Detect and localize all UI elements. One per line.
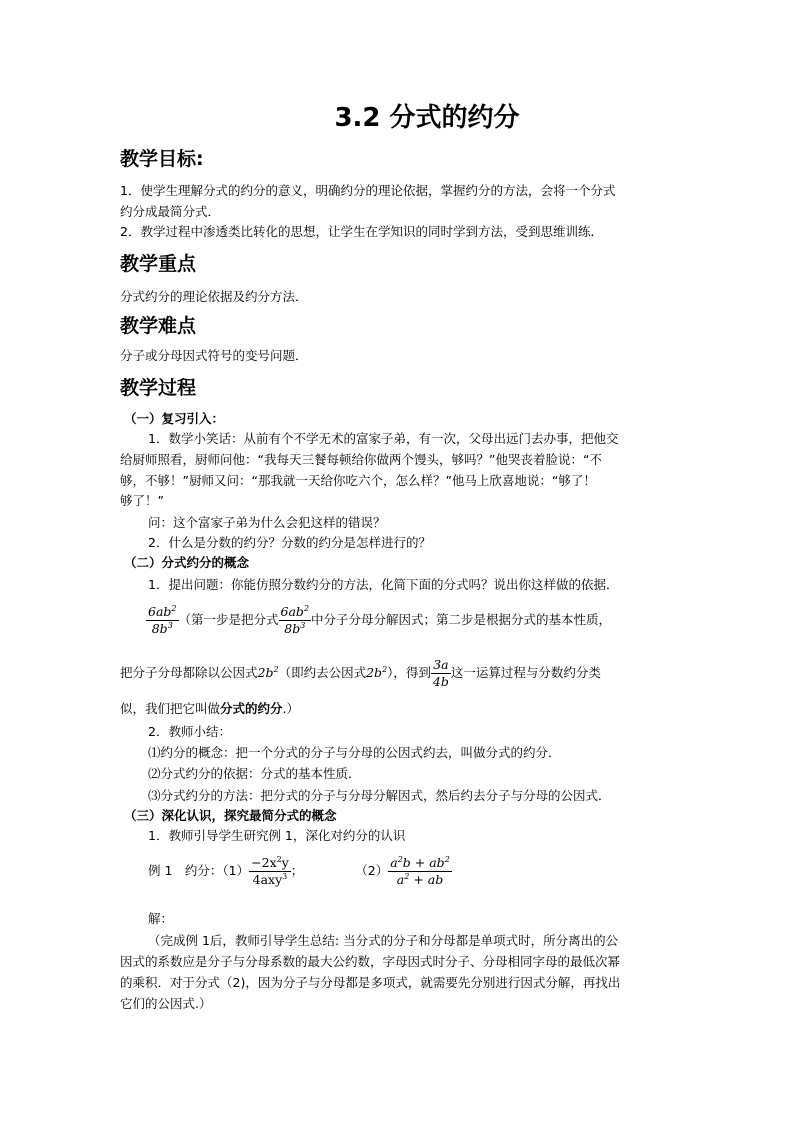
summary-line-2: 因式的系数应是分子与分母系数的最大公约数，字母因式时分子、分母相同字母的最低次幂	[120, 954, 621, 969]
key-points-text: 分式约分的理论依据及约分方法．	[120, 289, 308, 304]
goals-line-2: 约分成最简分式．	[120, 204, 221, 219]
part1-line-4: 够了！”	[120, 493, 164, 508]
part1-line-1: 1．数学小笑话：从前有个不学无术的富家子弟，有一次，父母出远门去办事，把他交	[148, 431, 619, 446]
summary-line-1: （完成例 1后，教师引导学生总结: 当分式的分子和分母都是单项式时，所分离出的公	[148, 933, 619, 948]
page-title: 3.2 分式的约分	[334, 103, 520, 133]
part2-line-3: 把分子分母都除以公因式$2b^2$（即约去公因式$2b^2$），得到 $\frac{3a}{4b}$ 这一运算过程与分数约分类	[120, 657, 601, 689]
summary-line-3: 的乘积．对于分式（2)，因为分子与分母都是多项式，就需要先分别进行因式分解，再找出	[120, 975, 621, 990]
example-fraction-2: $\frac{a^2b + ab^2}{a^2 + ab}$	[390, 854, 450, 887]
part2-line-1: 1．提出问题：你能仿照分数约分的方法，化简下面的分式吗？说出你这样做的依据．	[148, 577, 619, 592]
part1-line-3: 够，不够！”厨师又问：“那我就一天给你吃六个，怎么样？”他马上欣喜地说：“够了！	[120, 473, 596, 488]
part2-line-4: 似，我们把它叫做分式的约分.）	[120, 701, 300, 716]
example-fraction-1: $\frac{-2x^2y}{4axy^3}$	[251, 854, 289, 887]
part1-line-2: 给厨师照看，厨师问他：“我每天三餐每顿给你做两个馒头，够吗？”他哭丧着脸说：“不	[120, 452, 602, 467]
part3-title: （三）深化认识，探究最简分式的概念	[124, 808, 337, 823]
part2-line-2b: 中分子分母分解因式；第二步是根据分式的基本性质，	[311, 612, 612, 627]
solution-label: 解：	[148, 911, 174, 926]
part2-line-5: 2．教师小结：	[148, 724, 231, 739]
fraction-6ab2-8b3-inline: $\frac{6ab^2}{8b^3}$	[280, 603, 310, 636]
part1-line-5: 问：这个富家子弟为什么会犯这样的错误？	[148, 515, 386, 530]
monomial-2b2: $2b^2$	[257, 664, 279, 680]
part2-line-6: ⑴约分的概念：把一个分式的分子与分母的公因式约去，叫做分式的约分．	[148, 745, 561, 760]
fraction-3a-4b: $\frac{3a}{4b}$	[432, 657, 449, 689]
part2-line-7: ⑵分式约分的依据：分式的基本性质．	[148, 766, 361, 781]
part2-fraction-line	[146, 604, 611, 637]
process-heading: 教学过程	[120, 377, 197, 399]
goals-line-3: 2．教学过程中渗透类比转化的思想，让学生在学知识的同时学到方法，受到思维训练．	[120, 224, 603, 239]
part2-title: （二）分式约分的概念	[124, 555, 250, 570]
summary-line-4: 它们的公因式.）	[120, 996, 212, 1011]
part3-line-1: 1．教师引导学生研究例 1，深化对约分的认识	[148, 828, 406, 843]
fraction-6ab2-8b3: $\frac{6ab^2}{8b^3}$	[148, 603, 177, 636]
part2-line-2a: （第一步是把分式	[178, 612, 279, 627]
goals-heading: 教学目标:	[120, 148, 204, 170]
difficulty-heading: 教学难点	[120, 315, 197, 337]
difficulty-text: 分子或分母因式符号的变号问题．	[120, 348, 308, 363]
example-1: 例 1 约分：（1） $\frac{-2x^2y}{4axy^3}$ ； （2） $\frac{a^2b + ab^2}{a^2 + ab}$	[148, 854, 450, 887]
goals-line-1: 1．使学生理解分式的约分的意义，明确约分的理论依据，掌握约分的方法，会将一个分式	[120, 183, 616, 198]
part1-title: （一）复习引入：	[124, 411, 225, 426]
part2-line-8: ⑶分式约分的方法：把分式的分子与分母分解因式，然后约去分子与分母的公因式．	[148, 788, 611, 803]
part1-line-6: 2．什么是分数的约分？分数的约分是怎样进行的？	[148, 535, 431, 550]
key-points-heading: 教学重点	[120, 253, 197, 275]
